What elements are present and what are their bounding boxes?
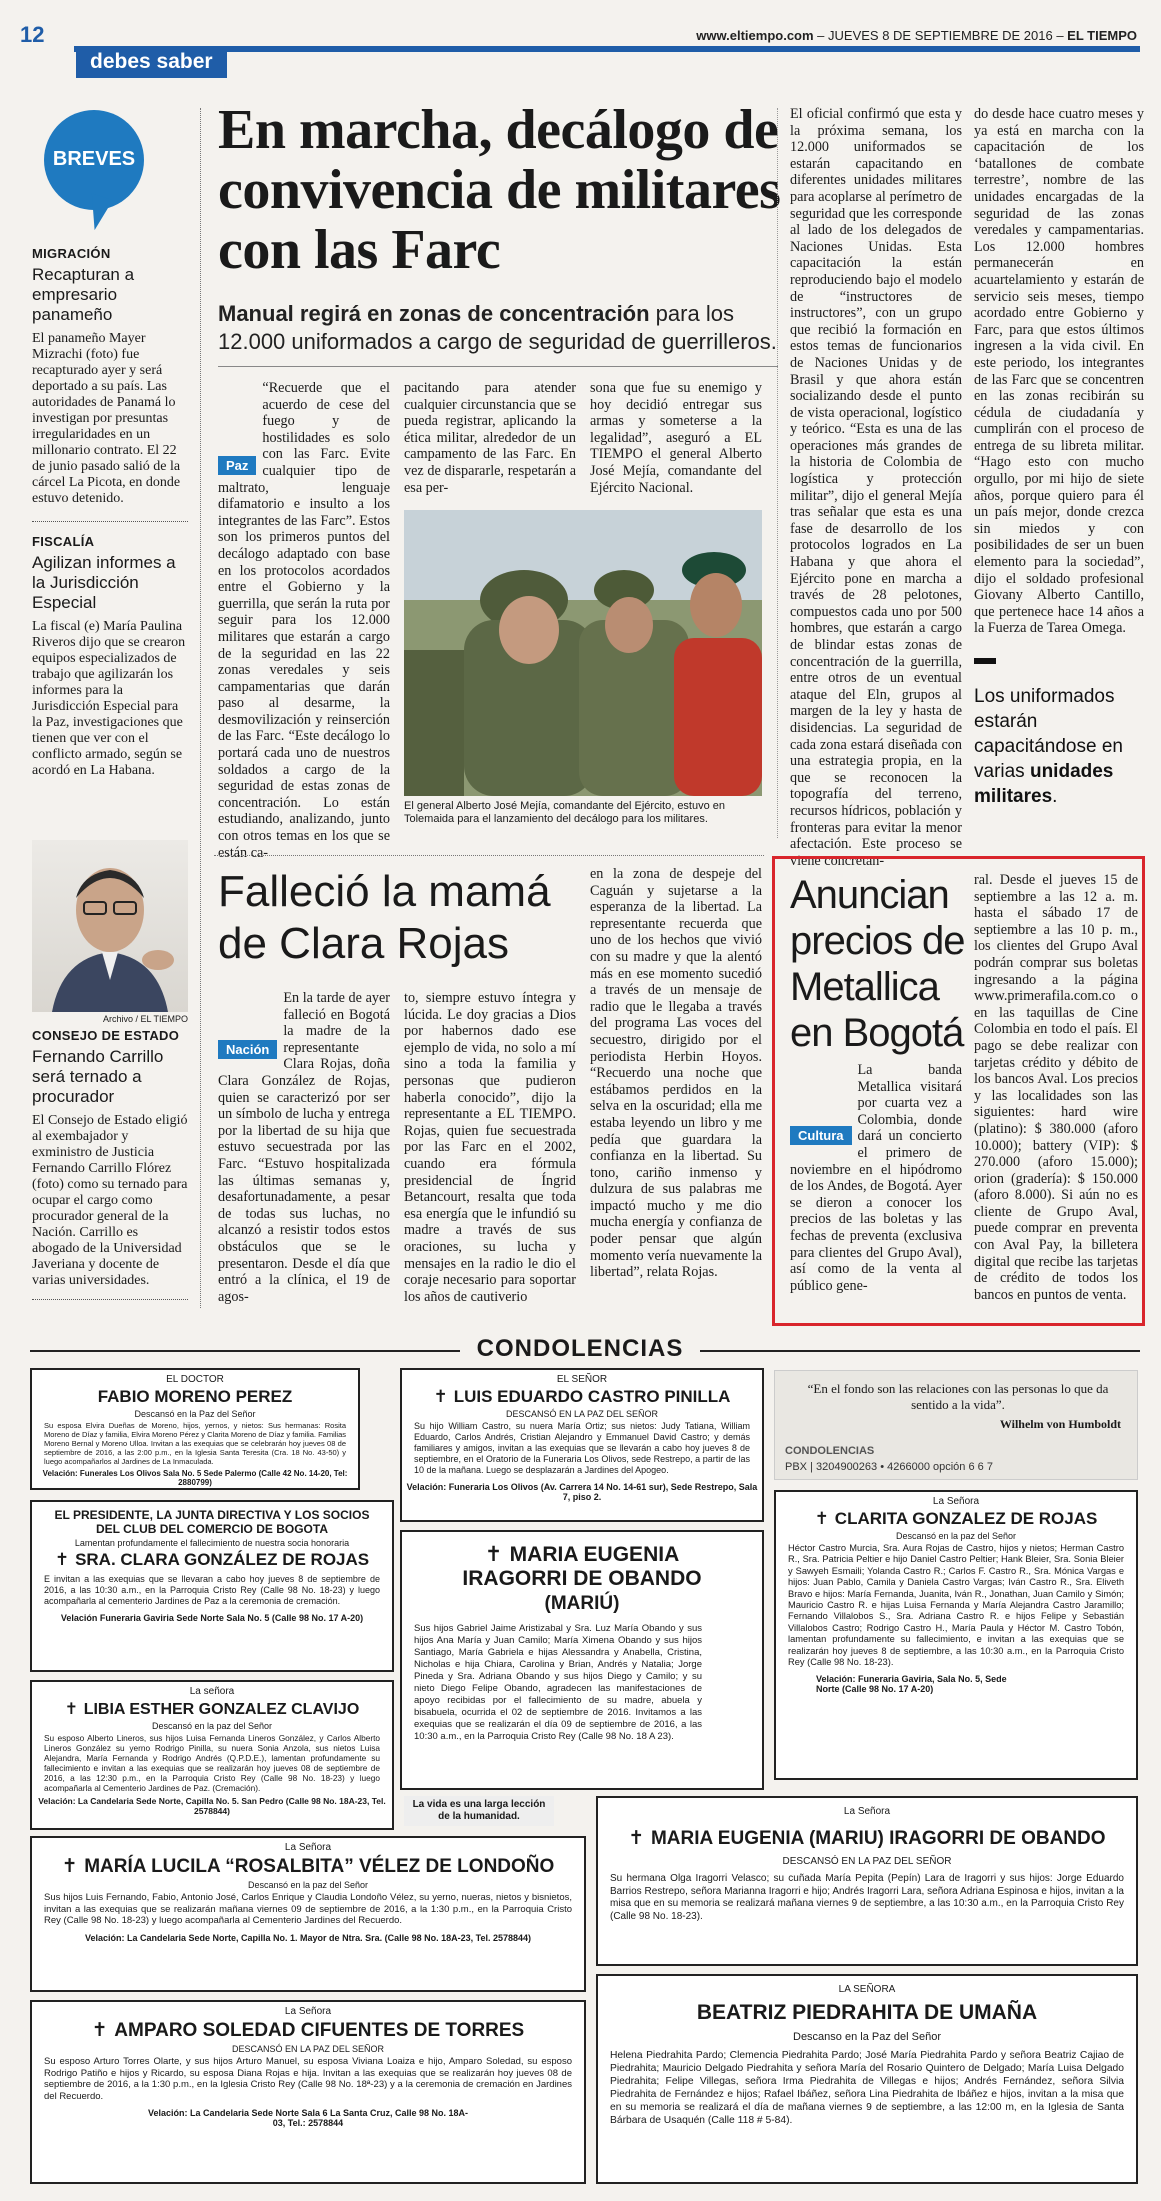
cross-icon: ✝: [54, 1550, 76, 1570]
notice-velacion: Velación: La Candelaria Sede Norte, Capilla No. 5. San Pedro (Calle 98 No. 18A-23, Tel. 2578844): [38, 1796, 386, 1816]
notice-subtitle: DESCANSÓ EN LA PAZ DEL SEÑOR: [505, 1409, 659, 1419]
notice-name: MARÍA LUCILA “ROSALBITA” VÉLEZ DE LONDOÑO: [84, 1856, 555, 1877]
deck-rest: para los 12.000 uniformados a cargo de seguridad de guerrilleros.: [218, 301, 777, 354]
ad-quote-author: Wilhelm von Humboldt: [999, 1417, 1121, 1431]
cross-icon: ✝: [628, 1827, 651, 1849]
cross-icon: ✝: [484, 1542, 510, 1566]
breves-column: [32, 246, 188, 779]
notice-amparo-cifuentes: [30, 2000, 586, 2184]
breve-headline: Agilizan informes a la Jurisdicción Especial: [32, 553, 176, 612]
cross-icon: ✝: [433, 1387, 454, 1407]
notice-kicker: EL SEÑOR: [556, 1374, 608, 1385]
notice-subtitle: DESCANSÓ EN LA PAZ DEL SEÑOR: [231, 2044, 385, 2054]
breve-body: La fiscal (e) María Paulina Riveros dijo que se crearon equipos especializados de trabajo que agilizarán los informes para la Jurisdicción Especial para la Paz, investigaciones que tienen que ver con el conflicto armado, según se acordó en La Habana.: [32, 619, 186, 778]
main-body-col5: do desde hace cuatro meses y ya está en marcha con la capacitación de los ‘batallones de combate terrestre’, nombre de las unidades encargadas de la seguridad de las zonas veredales y campamentarias. Los 12.000 hombres permanecerán en acuartelamiento y estarán de servicio seis meses, tiempo acordado entre Gobierno y Farc, para que estos últimos ingresen a la vida civil. En este periodo, los integrantes de las Farc que se concentren en las zonas recibirán su cédula de ciudadanía y cumplirán con el proceso de entrega de su libreta militar. “Hago esto con mucho orgullo, por mi hijo de siete años, porque quiero para él un país mejor, donde crezca sin miedos y con posibilidades de ser un buen elemento para la sociedad”, dijo el soldado profesional Giovany Alberto Cantillo, que pertenece hace 14 años a la Fuerza de Tarea Omega.: [974, 106, 1144, 637]
notice-velacion: Velación: Funerales Los Olivos Sala No. 5 Sede Palermo (Calle 42 No. 14-20, Tel: 2880799): [42, 1469, 348, 1487]
notice-kicker: La Señora: [284, 1842, 332, 1853]
notice-subtitle: DESCANSÓ EN LA PAZ DEL SEÑOR: [782, 1856, 952, 1867]
main-headline: En marcha, decálogo de convivencia de militares con las Farc: [218, 99, 781, 281]
breves-column-2: [32, 1028, 188, 1300]
notice-kicker: La señora: [189, 1686, 235, 1697]
cross-icon: ✝: [91, 2019, 115, 2041]
notice-kicker: La Señora: [932, 1496, 980, 1507]
notice-text: Su hermana Olga Iragorri Velasco; su cuñada María Pepita (Pepín) Lara de Iragorri y sus hijos: Jorge Eduardo Barrios Restrepo, señora Marianna Iragorri e hijo; Andrés Iragorri Lara, señora Adriana Espinosa e hijos, invitan a la misa que en su memoria se realizará mañana viernes 9 de septiembre, a las 10:30 a.m., en la Parroquia Cristo Rey (Calle 98 No. 18-23).: [610, 1873, 1124, 1922]
issue-date: – JUEVES 8 DE SEPTIEMBRE DE 2016 –: [813, 28, 1068, 43]
notice-velacion: Velación: Funeraria Los Olivos (Av. Carrera 14 No. 14-61 sur), Sede Restrepo, Sala 7, piso 2.: [406, 1482, 758, 1502]
deck-rule: [218, 366, 778, 367]
notice-name-row: [402, 1387, 762, 1407]
notice-velacion: Velación: La Candelaria Sede Norte, Capilla No. 1. Mayor de Ntra. Sra. (Calle 98 No. 18A-23, Tel. 2578844): [84, 1932, 531, 1943]
notice-maria-lucila: [30, 1836, 586, 1992]
notice-subtitle: Descansó en la Paz del Señor: [134, 1409, 256, 1419]
condolencias-banner: CONDOLENCIAS: [476, 1335, 684, 1362]
clara-body-col3: en la zona de despeje del Caguán y sujetarse a la esperanza de la libertad. La representante recuerda que uno de los hechos que vivió con su madre y que la alentó más en ese momento sucedió a través de un mensaje de radio que le llegaba a través del programa Las voces del secuestro, dirigido por el periodista Herbin Hoyos. “Recuerdo una noche que estábamos perdidos en la selva en la oscuridad; ella me estaba leyendo un libro y me pedía que guardara la confianza en la libertad. Su tono, cariño inmenso y dulzura de sus palabras me impactó mucho y me dio mucha energía y confianza de poder pensar que algún momento vería nuevamente la libertad”, relata Rojas.: [590, 866, 762, 1281]
notice-name: BEATRIZ PIEDRAHITA DE UMAÑA: [696, 2001, 1038, 2024]
main-body-col2: pacitando para atender cualquier circunstancia que se pueda registrar, aplicando la ética militar, alrededor de un campamento de las Farc. En vez de dispararle, respetarán a esa per-: [404, 380, 576, 496]
page-number: 12: [20, 22, 45, 47]
notice-beatriz-piedrahita: [596, 1974, 1138, 2184]
small-quote: La vida es una larga lección de la humanidad.: [404, 1796, 554, 1826]
main-body-col3: sona que fue su enemigo y hoy decidió entregar sus armas y someterse a la legalidad”, aseguró a EL TIEMPO el general Alberto José Mejía, comandante del Ejército Nacional.: [590, 380, 762, 496]
breve-headline: Recapturan a empresario panameño: [32, 265, 135, 324]
notice-text: Su esposa Elvira Dueñas de Moreno, hijos, yernos, y nietos: Sus hermanas: Rosita Moreno de Díaz y familia, Elvira Moreno Pérez y Clarita Moreno de Díaz y familia. Familias Moreno Bernal y Moreno Ulloa. Invitan a las exequias que se celebrarán hoy jueves 08 de septiembre de 2016, a las 2:00 p.m., en la Iglesia Santa Teresita (Cra. 18 No. 43-50) y luego acompañarlos al Jardines de La Inmaculada.: [44, 1421, 346, 1466]
notice-text: Su esposo Arturo Torres Olarte, y sus hijos Arturo Manuel, su esposa Viviana Loaiza e hijo, Amparo Soledad, su esposo Rodrigo Patiño e hijos y Ricardo, su esposa Diana Rojas e hija. Invitan a las exequias que se realizarán hoy jueves 08 de septiembre de 2016, a la 1:30 p.m., en la Iglesia Cristo Rey (Calle 98 No. 18ª-23) y a la ceremonia de cremación en Jardines del Recuerdo.: [44, 2056, 572, 2102]
notice-luis-castro: [400, 1368, 764, 1522]
portrait-illustration: [32, 840, 188, 1012]
cross-icon: ✝: [814, 1509, 835, 1529]
notice-kicker: LA SEÑORA: [838, 1984, 896, 1995]
notice-maria-iragorri: [400, 1530, 764, 1790]
photo-caption: El general Alberto José Mejía, comandante del Ejército, estuvo en Tolemaida para el lanzamiento del decálogo para los militares.: [404, 800, 726, 825]
breve-kicker: MIGRACIÓN: [32, 246, 111, 261]
section-divider: [214, 855, 764, 856]
notice-club-comercio: [30, 1500, 394, 1672]
notice-subtitle: Descansó en la paz del Señor: [895, 1531, 1017, 1541]
breves-rule: [200, 108, 201, 1308]
banner-rule-right: [700, 1350, 1140, 1352]
main-col-1: [218, 380, 390, 861]
clara-body-col1: En la tarde de ayer falleció en Bogotá la madre de la representante Clara Rojas, doña Clara González de Rojas, quien se caracterizó por ser un símbolo de lucha y entrega por la libertad de su hija que estuvo secuestrada por las Farc. “Estuvo hospitalizada las últimas semanas y, desafortunadamente, a pesar de todas sus luchas, no alcanzó a resistir todos estos obstáculos que se le presentaron. Desde el día que entró a la clínica, el 19 de agos-: [218, 990, 390, 1305]
notice-subtitle: Descansó en la paz del Señor: [151, 1721, 273, 1731]
banner-rule-left: [30, 1350, 460, 1352]
notice-name-row: [402, 1542, 762, 1591]
notice-name: AMPARO SOLEDAD CIFUENTES DE TORRES: [114, 2020, 525, 2041]
main-deck: [218, 300, 778, 356]
clara-body-col2: to, siempre estuvo íntegra y lúcida. Le doy gracias a Dios por habernos dado ese ejemplo de vida, no solo a mí sino a toda la familia y personas que pudieron haberla conocido”, dijo la representante a EL TIEMPO. Rojas, quien fue secuestrada por las Farc en el 2002, cuando era fórmula presidencial de Íngrid Betancourt, resalta que toda esa energía que le infundió su madre a través de sus oraciones, su lucha y mensajes en la radio le dio el coraje necesario para soportar los años de cautiverio: [404, 990, 576, 1305]
notice-subtitle: Lamentan profundamente el fallecimiento de nuestra socia honoraria: [74, 1538, 350, 1548]
notice-velacion: Velación Funeraria Gaviria Sede Norte Sala No. 5 (Calle 98 No. 17 A-20): [60, 1613, 364, 1623]
notice-velacion: Velación: Funeraria Gaviria, Sala No. 5, Sede Norte (Calle 98 No. 17 A-20): [816, 1674, 1007, 1695]
notice-text: Su esposo Alberto Lineros, sus hijos Luisa Fernanda Lineros González, y Carlos Alberto Lineros González su yerno Rodrigo Pinilla, su nuera Sonia Anzola, sus nietos Luisa Alejandra, María Fernanda y Rodrigo Andrés (Q.P.D.E.), lamentan profundamente su fallecimiento e invitan a las exequias que se realizarán hoy jueves 08 de septiembre de 2016, a las 12:30 p.m., en la Parroquia Cristo Rey (Calle 98 No. 18-23) y luego acompañarla al Cementerio Jardines de Paz. (Cremación).: [44, 1733, 380, 1793]
notice-mariu-iragorri: [596, 1796, 1138, 1966]
notice-name: MARIA EUGENIA (MARIU) IRAGORRI DE OBANDO: [650, 1828, 1106, 1849]
notice-name-row: [32, 1550, 392, 1570]
section-tag-nacion[interactable]: Nación: [218, 1040, 277, 1059]
notice-kicker: La Señora: [284, 2006, 332, 2017]
divider: [32, 1299, 188, 1300]
notice-kicker: EL PRESIDENTE, LA JUNTA DIRECTIVA Y LOS SOCIOS DEL CLUB DEL COMERCIO DE BOGOTA: [54, 1508, 370, 1536]
military-photo: [404, 510, 762, 796]
notice-text: Héctor Castro Murcia, Sra. Aura Rojas de Castro, hijos y nietos; Herman Castro R., Sra. Patricia Peltier e hijo Daniel Castro Peltier; Hank Bleier, Sra. Sonia Bleier y Sawyeh Esmaili; Yolanda Castro R.; Carlos F. Castro R., Sra. Mónica Vargas e hijos: Juan Pablo, Camila y Daniela Castro Vargas; Iván Castro R., Sra. Eliveth Bravo e hijos: María Fernanda, Juanita, Iván R., Jonathan, Juan Camilo y Simón; Mauricio Castro R. e hijas Luisa Fernanda y María Alejandra Castro Jaramillo; Fernando Villalobos S., Sra. Adriana Castro R. e hijos Felipe y Sebastián Villalobos Castro; Rodrigo Castro H., María Paula y Héctor M. Castro Tobón, lamentan profundamente su fallecimiento, e invitan a las exequias que se realizarán hoy jueves 8 de septiembre, a las 10:30 a.m., en la Parroquia Cristo Rey (Calle 98 No. 18-23).: [788, 1543, 1124, 1668]
pullquote-mark: [974, 658, 996, 664]
notice-kicker: EL DOCTOR: [166, 1374, 224, 1385]
cross-icon: ✝: [64, 1699, 84, 1718]
notice-name-row: [776, 1509, 1136, 1529]
metallica-body-col1: La banda Metallica visitará por cuarta vez a Colombia, donde dará un concierto el primero de noviembre en el hipódromo de los Andes, de Bogotá. Ayer se dieron a conocer los precios de las boletas y las fechas de preventa (exclusiva para clientes del Grupo Aval), así como de la venta al público gene-: [790, 1062, 962, 1294]
divider: [32, 521, 188, 522]
metallica-col-1: [790, 1062, 962, 1312]
notice-text: E invitan a las exequias que se llevaran a cabo hoy jueves 8 de septiembre de 2016, a las 10:30 a.m., en la Parroquia Cristo Rey (Calle 98 No. 18-23) y luego acompañarla al cementerio Jardines de Paz a la ceremonia de cremación.: [44, 1574, 380, 1606]
notice-name-row: [32, 2019, 584, 2042]
site-url[interactable]: www.eltiempo.com: [696, 28, 814, 43]
main-body-col1: “Recuerde que el acuerdo de cese del fuego y de hostilidades es solo con las Farc. Evite cualquier tipo de maltrato, lenguaje difamatorio e insulto a los integrantes de las Farc”. Estos son los primeros puntos del decálogo adaptado con base en los protocolos acordados entre el Gobierno y la guerrilla, que serán la ruta por seguir para los 12.000 militares que estarán a cargo de la seguridad en las 22 zonas veredales y seis campamentarias que darán paso al desarme, la desmovilización y reinserción de las Farc. “Este decálogo lo portará cada uno de nuestros soldados a cargo de la seguridad de estas zonas de concentración. Lo están estudiando, analizando, junto con otros temas en los que se están ca-: [218, 380, 390, 861]
notice-clarita-gonzalez: [774, 1490, 1138, 1780]
section-bar: [74, 46, 1140, 52]
breve-kicker: FISCALÍA: [32, 534, 95, 549]
pullquote-bold: unidades militares: [974, 761, 1114, 807]
notice-fabio-moreno: [30, 1368, 360, 1490]
notice-name: SRA. CLARA GONZÁLEZ DE ROJAS: [75, 1550, 370, 1569]
notice-name: MARIA EUGENIA IRAGORRI DE OBANDO: [462, 1543, 702, 1590]
metallica-body-col2: ral. Desde el jueves 15 de septiembre a las 12 a. m. hasta el sábado 17 de septiembre a las 10 p. m., los clientes del Grupo Aval podrán comprar sus boletas ingresando a la página www.primerafila.com.co o en las taquillas de Cine Colombia en todo el país. El pago se debe realizar con tarjetas crédito y débito de los bancos Aval. Los precios y las localidades son las siguientes: hard wire (platino): $ 380.000 (aforo 10.000); battery (VIP): $ 270.000 (aforo 15.000); orion (gradería): $ 150.000 (aforo 8.000). Si aún no es cliente de Grupo Aval, puede comprar en preventa con Aval Pay, la billetera digital que recibe las tarjetas de crédito de todos los bancos en puntos de venta.: [974, 872, 1138, 1303]
notice-libia-gonzalez: [30, 1680, 394, 1830]
notice-text: Sus hijos Luis Fernando, Fabio, Antonio José, Carlos Enrique y Claudia Londoño Vélez, su yerno, nueras, nietos y bisnietos, invitan a las exequias que se realizarán mañana viernes 09 de septiembre de 2016, a la 1:30 p.m., en la Parroquia Cristo Rey (Calle 98 No. 18-23) y luego acompañarla al Cementerio Jardines del Recuerdo.: [44, 1892, 572, 1926]
deck-bold: Manual regirá en zonas de concentración: [218, 301, 650, 326]
pullquote-text: Los uniformados estarán capacitándose en varias: [974, 686, 1123, 782]
notice-name: FABIO MORENO PEREZ: [97, 1387, 293, 1406]
notice-kicker: La Señora: [843, 1806, 891, 1817]
breve-headline: Fernando Carrillo será ternado a procurador: [32, 1047, 164, 1106]
notice-text: Sus hijos Gabriel Jaime Aristizabal y Sra. Luz María Obando y sus hijos Ana María y Juan Camilo; María Ximena Obando y sus hijos Santiago, María Gabriela e hijas Alessandra y Anabella, Cristina, Nicholas e hija Chiara, Carolina y Brian, Andrés y Natalia; Jorge Pineda y Sra. Adriana Obando y sus hijos Diego y Camilo; y su nieto Diego Felipe Obando, agradecen las manifestaciones de apoyo recibidas por el fallecimiento de su madre, abuela y bisabuela, ocurrida el 02 de septiembre de 2016. Invitamos a las exequias que se realizarán el día 09 de septiembre de 2016, a las 10:30 a.m., en la Parroquia Cristo Rey (Calle 98 No. 18 A 23).: [414, 1623, 702, 1742]
notice-name: LUIS EDUARDO CASTRO PINILLA: [453, 1387, 731, 1406]
breve-body: El Consejo de Estado eligió al exembajador y exministro de Justicia Fernando Carrillo Flórez (foto) como su ternado para ocupar el cargo como procurador general de la Nación. Carrillo es abogado de la Universidad Javeriana y docente de varias universidades.: [32, 1113, 188, 1288]
notice-text: Su hijo William Castro, su nuera María Ortiz; sus nietos: Judy Tatiana, William Eduardo, Carlos Andrés, Cristian Alejandro y Emmanuel David Castro; y demás familiares y amigos, invitan a las exequias que se llevarán a cabo hoy jueves 8 de septiembre, en el Oratorio de la Funeraria Los Olivos, sede Restrepo, a partir de las 10 de la mañana. Luego se desplazarán a Jardines del Apogeo.: [414, 1421, 750, 1475]
pullquote: [974, 684, 1144, 809]
notice-text: Helena Piedrahita Pardo; Clemencia Piedrahita Pardo; José María Piedrahita Pardo y señora Beatriz Cajiao de Piedrahita; Mauricio Delgado Piedrahita y señora María del Rosario Quintero de Delgado; María Luisa Delgado Piedrahita; Felipe Villegas, señora Irma Piedrahita de Villegas e hijos; Andrés Fernández, señora Silvia Piedrahita de Fernández e hijos; Rafael Ibáñez, señora Lina Piedrahita de Ibáñez e hijos, invitan a la misa que en su memoria se realizará el día de mañana viernes 9 de septiembre, a las 12:00 m, en la Iglesia de Santa Bárbara de Usaquén (Calle 118 # 5-84).: [610, 2050, 1124, 2126]
breve-kicker: CONSEJO DE ESTADO: [32, 1028, 180, 1043]
story-rule: [777, 108, 778, 838]
clara-headline: Falleció la mamá de Clara Rojas: [218, 867, 551, 968]
section-tag-cultura[interactable]: Cultura: [790, 1126, 852, 1145]
clara-col-1: [218, 990, 390, 1305]
breves-badge-label: BREVES: [52, 148, 136, 170]
paper-name: EL TIEMPO: [1067, 28, 1137, 43]
notice-name-row: [598, 1827, 1136, 1850]
cross-icon: ✝: [61, 1855, 85, 1877]
ad-label: CONDOLENCIAS: [785, 1445, 875, 1457]
notice-name-row: [32, 1855, 584, 1878]
notice-name: LIBIA ESTHER GONZALEZ CLAVIJO: [83, 1701, 360, 1718]
masthead-line: [696, 28, 1137, 43]
notice-name: CLARITA GONZALEZ DE ROJAS: [834, 1509, 1098, 1528]
pullquote-end: .: [1052, 786, 1058, 807]
notice-subtitle: Descansó en la paz del Señor: [247, 1880, 369, 1890]
quote-ad: [774, 1370, 1138, 1480]
ad-quote: “En el fondo son las relaciones con las personas lo que da sentido a la vida”.: [807, 1381, 1109, 1412]
notice-name-row: [32, 1699, 392, 1719]
notice-subtitle: (MARIÚ): [544, 1593, 620, 1614]
section-label: debes saber: [76, 48, 227, 78]
ad-phone: PBX | 3204900263 • 4266000 opción 6 6 7: [785, 1461, 993, 1473]
notice-subtitle: Descanso en la Paz del Señor: [793, 2031, 941, 2043]
notice-velacion: Velación: La Candelaria Sede Norte Sala 6 La Santa Cruz, Calle 98 No. 18A-03, Tel.: 2578844: [147, 2108, 469, 2128]
photo-credit: Archivo / EL TIEMPO: [102, 1014, 188, 1024]
metallica-headline: Anuncian precios de Metallica en Bogotá: [790, 873, 965, 1055]
breve-body: El panameño Mayer Mizrachi (foto) fue recapturado ayer y será deportado a su país. Las autoridades de Panamá lo investigan por presuntas irregularidades en un millonario contrato. El 22 de junio pasado salió de la cárcel La Picota, en donde estuvo detenido.: [32, 331, 181, 506]
carrillo-photo: [32, 840, 188, 1012]
soldiers-illustration: [404, 510, 762, 796]
section-tag-paz[interactable]: Paz: [218, 456, 256, 475]
main-body-col4: El oficial confirmó que esta y la próxima semana, los 12.000 uniformados se estarán capacitando en diferentes unidades militares para acoplarse al perímetro de seguridad que les corresponde al lado de los delegados de Naciones Unidas. Esta capacitación la están reproduciendo bajo el modelo de “instructores de instructores”, con un grupo que recibió la formación en estos temas de funcionarios de Naciones Unidas y de Brasil y que ahora están socializando desde el punto de vista operacional, logístico y teórico. “Esta es una de las operaciones más grandes de la historia de Colombia de logística y protección militar”, dijo el general Mejía tras señalar que esta es una fase de desarrollo de los protocolos logrados en La Habana y que ahora el Ejército pone en marcha a través de 28 pelotones, compuestos cada uno por 500 hombres, que estarán a cargo de blindar estas zonas de concentración de la guerrilla, entre otros de un eventual ataque del Eln, grupos al margen de la ley y hasta de disidencias. La seguridad de cada zona estará diseñada con una estrategia propia, en la que se reconocen la topografía del terreno, recursos hídricos, población y fronteras para evitar la menor afectación. Este proceso se viene concretan-: [790, 106, 962, 869]
